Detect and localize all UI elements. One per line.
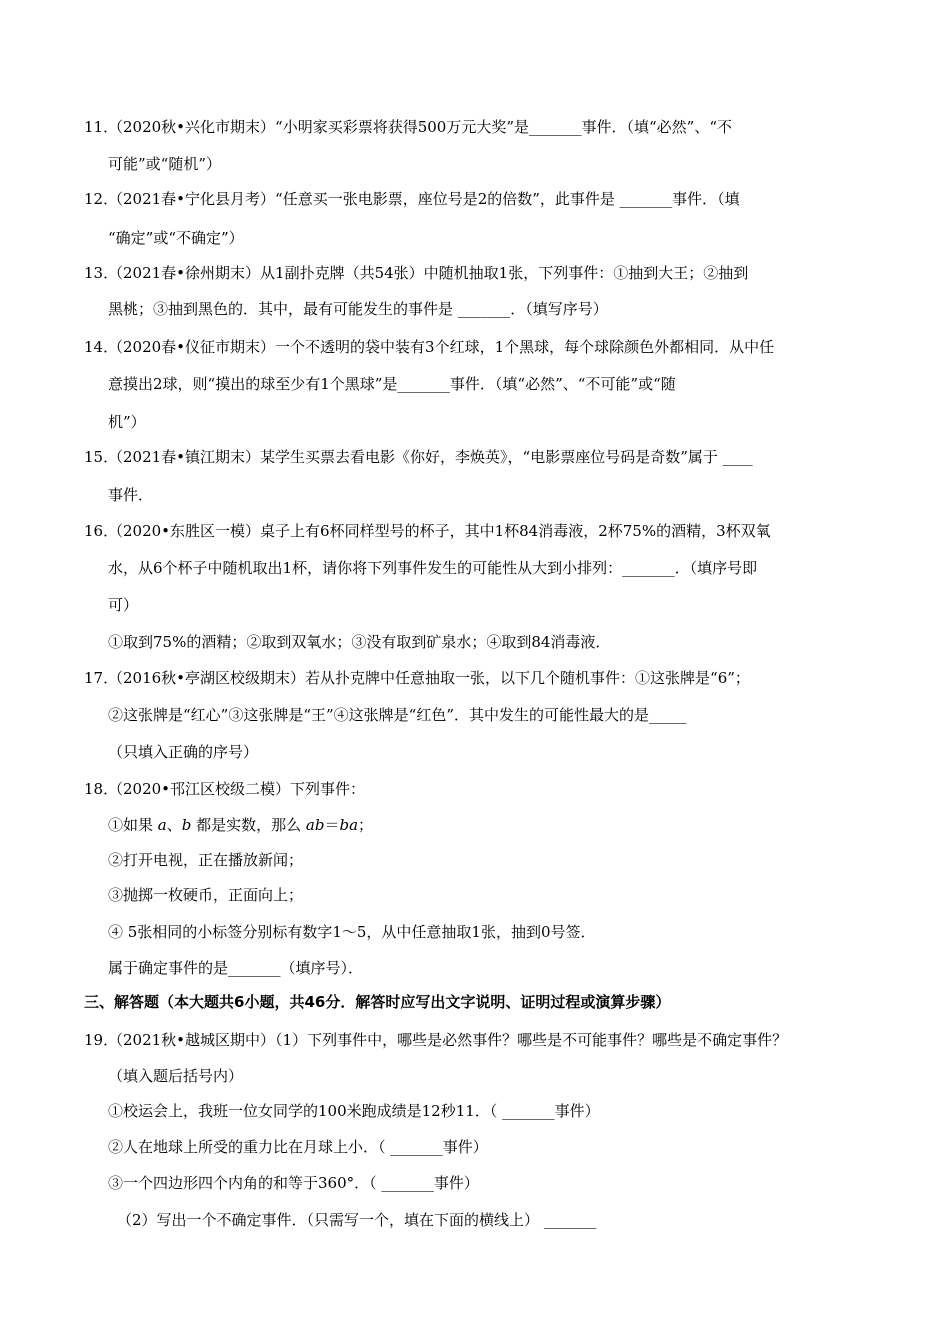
q16-number: 16． xyxy=(84,522,119,540)
q14-text-cont: 意摸出2球，则“摸出的球至少有1个黑球”是_______事件．（填“必然”、“不可能”或“随 xyxy=(108,375,676,393)
q12-text-cont: “确定”或“不确定”） xyxy=(108,229,244,247)
q11-text-cont: 可能”或“随机”） xyxy=(108,155,222,173)
q16-options: ①取到75%的酒精；②取到双氧水；③没有取到矿泉水；④取到84消毒液． xyxy=(108,633,611,651)
q16-text-cont2: 可） xyxy=(108,596,139,614)
q19-part-2: （2）写出一个不确定事件．（只需写一个，填在下面的横线上） _______ xyxy=(117,1211,597,1229)
q18-item-4: ④ 5张相同的小标签分别标有数字1～5，从中任意抽取1张，抽到0号签． xyxy=(108,923,596,941)
q18-answer-line: 属于确定事件的是_______（填序号）． xyxy=(108,959,364,977)
q13-text-cont: 黑桃；③抽到黑色的．其中，最有可能发生的事件是 _______．（填写序号） xyxy=(108,300,608,318)
q19-text-cont: （填入题后括号内） xyxy=(108,1067,244,1085)
q14-text-cont2: 机”） xyxy=(108,413,146,431)
section-heading: 三、解答题（本大题共6小题，共46分．解答时应写出文字说明、证明过程或演算步骤） xyxy=(84,993,671,1011)
q16-text: （2020•东胜区一模）桌子上有6杯同样型号的杯子，其中1杯84消毒液，2杯75%的酒精，3杯双氧 xyxy=(108,522,771,540)
q15-text: （2021春•镇江期末）某学生买票去看电影《你好，李焕英》，“电影票座位号码是奇数”属于 ____ xyxy=(108,448,753,466)
q15-number: 15． xyxy=(84,448,119,466)
q18-item-3: ③抛掷一枚硬币，正面向上； xyxy=(108,886,304,904)
q13-text: （2021春•徐州期末）从1副扑克牌（共54张）中随机抽取1张，下列事件：①抽到大王；②抽到 xyxy=(108,264,749,282)
q19-item-3: ③一个四边形四个内角的和等于360°．（ _______事件） xyxy=(108,1174,479,1192)
q12-number: 12． xyxy=(84,190,119,208)
q18-text: （2020•邗江区校级二模）下列事件： xyxy=(108,780,366,798)
q18-item-1: ①如果 a、b 都是实数，那么 ab＝ba； xyxy=(108,816,374,834)
q18-number: 18． xyxy=(84,780,119,798)
q13-number: 13． xyxy=(84,264,119,282)
q14-text: （2020春•仪征市期末）一个不透明的袋中装有3个红球，1个黑球，每个球除颜色外都相同．从中任 xyxy=(108,338,775,356)
q11-number: 11． xyxy=(84,118,119,136)
q17-text-cont2: （只填入正确的序号） xyxy=(108,743,259,761)
q18-item-2: ②打开电视，正在播放新闻； xyxy=(108,851,304,869)
q19-number: 19． xyxy=(84,1031,119,1049)
q17-number: 17． xyxy=(84,669,119,687)
q17-text-cont: ②这张牌是“红心”③这张牌是“王”④这张牌是“红色”．其中发生的可能性最大的是_____ xyxy=(108,706,687,724)
q12-text: （2021春•宁化县月考）“任意买一张电影票，座位号是2的倍数”，此事件是 _______事件．（填 xyxy=(108,190,740,208)
q17-text: （2016秋•亭湖区校级期末）若从扑克牌中任意抽取一张，以下几个随机事件：①这张牌是“6”； xyxy=(108,669,750,687)
q14-number: 14． xyxy=(84,338,119,356)
q11-text: （2020秋•兴化市期末）“小明家买彩票将获得500万元大奖”是_______事件．（填“必然”、“不 xyxy=(108,118,732,136)
q16-text-cont: 水，从6个杯子中随机取出1杯，请你将下列事件发生的可能性从大到小排列：_______．（填序号即 xyxy=(108,559,758,577)
q19-item-2: ②人在地球上所受的重力比在月球上小．（ _______事件） xyxy=(108,1138,488,1156)
q19-item-1: ①校运会上，我班一位女同学的100米跑成绩是12秒11．（ _______事件） xyxy=(108,1102,600,1120)
q15-text-cont: 事件． xyxy=(108,486,154,504)
q19-text: （2021秋•越城区期中）（1）下列事件中，哪些是必然事件？哪些是不可能事件？哪些是不确定事件？ xyxy=(108,1031,788,1049)
